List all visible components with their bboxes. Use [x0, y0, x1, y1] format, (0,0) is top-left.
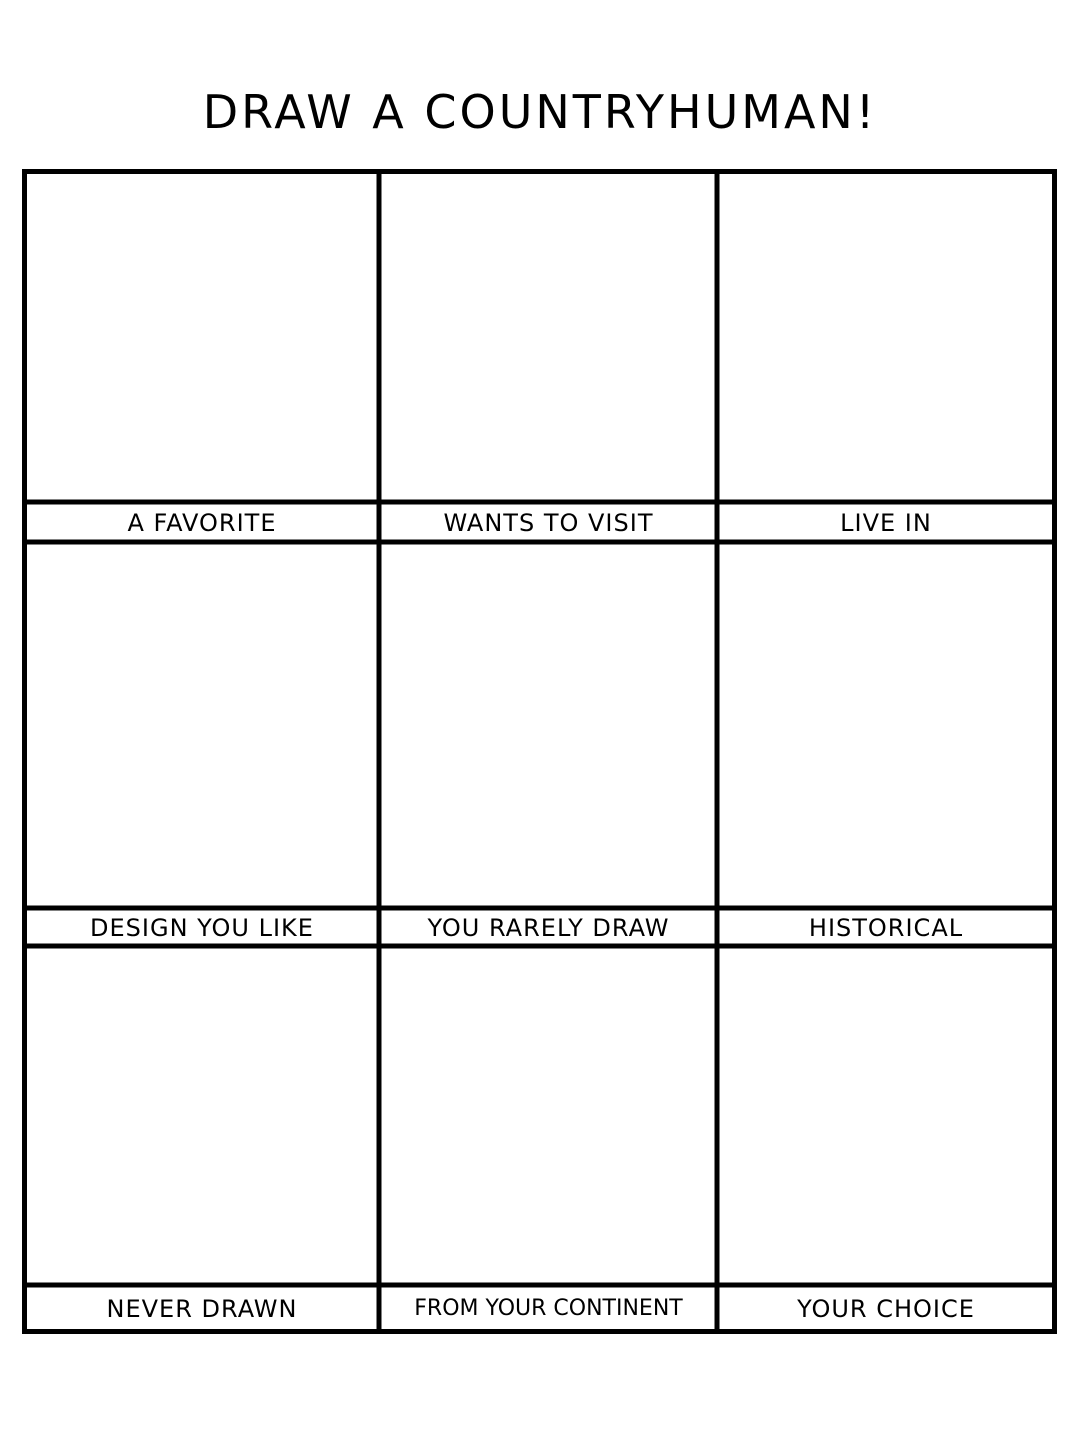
drawing-area-never-drawn: [27, 949, 377, 1283]
cell-label: HISTORICAL: [808, 913, 964, 942]
cell-label: WANTS TO VISIT: [443, 508, 654, 537]
cell-label: A FAVORITE: [127, 508, 277, 537]
cell-label: YOUR CHOICE: [797, 1294, 975, 1323]
cell-label: NEVER DRAWN: [106, 1294, 298, 1323]
drawing-area-from-your-continent: [382, 949, 715, 1283]
cell-label: FROM YOUR CONTINENT: [414, 1296, 683, 1321]
drawing-grid: [22, 169, 1057, 1334]
drawing-area-live-in: [720, 174, 1052, 500]
cell-label: LIVE IN: [840, 508, 932, 537]
drawing-area-your-choice: [720, 949, 1052, 1283]
drawing-area-historical: [720, 545, 1052, 906]
drawing-area-design-you-like: [27, 545, 377, 906]
drawing-area-wants-to-visit: [382, 174, 715, 500]
drawing-area-a-favorite: [27, 174, 377, 500]
cell-label: DESIGN YOU LIKE: [90, 913, 314, 942]
cell-label: YOU RARELY DRAW: [427, 913, 670, 942]
page-title: DRAW A COUNTRYHUMAN!: [202, 85, 878, 139]
drawing-area-you-rarely-draw: [382, 545, 715, 906]
